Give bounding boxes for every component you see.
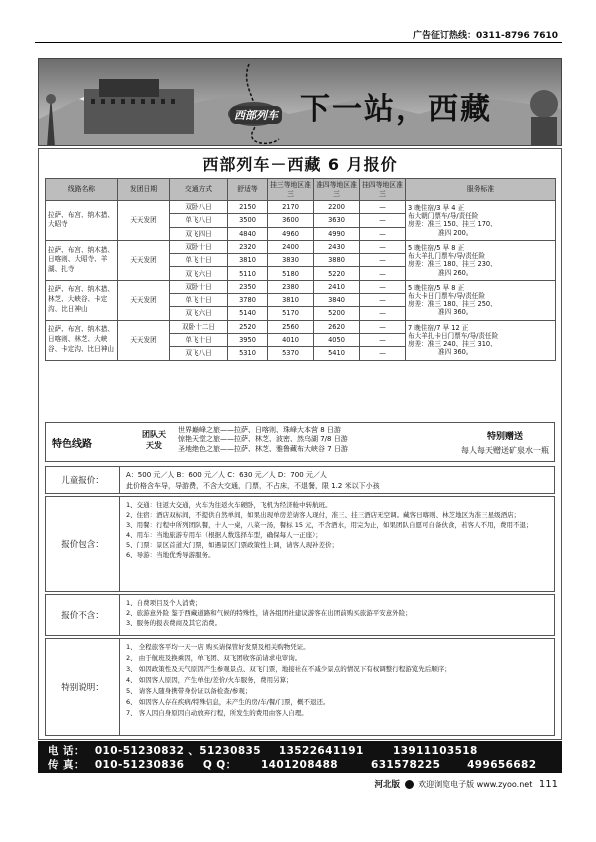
- depart-date: 天天发团: [118, 280, 170, 320]
- service-standard: [406, 280, 556, 320]
- group-type: 团队天天发: [142, 430, 166, 451]
- price-g4: —: [360, 294, 406, 307]
- price-comfort: 3810: [228, 254, 268, 267]
- transport: 单飞十日: [170, 294, 228, 307]
- brand-icon: [405, 780, 414, 789]
- includes-item: 1、交通：往返大交通，火车为往返火车硬卧，飞机为经济舱中转航班。: [126, 501, 332, 509]
- excludes-item: 1、自费项目及个人消费；: [126, 599, 202, 607]
- service-standard: [406, 201, 556, 241]
- route-name: 拉萨、布宫、纳木措、大昭寺: [46, 201, 118, 241]
- notes-body: [126, 642, 550, 719]
- service-standard: [406, 320, 556, 360]
- contact-bar: [38, 741, 562, 773]
- table-row: [46, 320, 556, 333]
- price-g4: —: [360, 320, 406, 333]
- col-header: 交通方式: [170, 179, 228, 201]
- brand-logo: 西部列车: [230, 106, 282, 124]
- service-line: 7 晚住宿/7 早 12 正: [408, 323, 469, 332]
- price-g4: —: [360, 333, 406, 346]
- notes-item: 1、 全程旅客平均一天一店 购买请保管好发票及相关购物凭证。: [126, 643, 310, 651]
- transport: 单飞八日: [170, 214, 228, 227]
- price-g3: 2560: [268, 320, 314, 333]
- fax-label: 传 真：: [48, 759, 85, 772]
- price-comfort: 4840: [228, 227, 268, 240]
- notes-block: [45, 638, 555, 736]
- service-line: 房差：准三 240、挂三 310、: [408, 340, 497, 349]
- notes-label: 特别说明：: [46, 639, 120, 735]
- col-header: 挂四等地区准三: [360, 179, 406, 201]
- price-table: [45, 178, 556, 361]
- price-g3: 2380: [268, 280, 314, 293]
- service-line: 布大卡日门票车/导/责任险: [408, 291, 485, 300]
- price-z4: 3630: [314, 214, 360, 227]
- banner-slogan: 下一站，西藏: [300, 92, 492, 127]
- includes-item: 5、门票：景区首道大门票，如遇景区门票政策性上调，请客人现补差价；: [126, 541, 339, 550]
- price-g3: 3810: [268, 294, 314, 307]
- price-g3: 2400: [268, 240, 314, 253]
- notes-item: 6、 如因客人存在疾病/特殊信息，未产生的房/车/餐/门票，概不退还。: [126, 698, 330, 707]
- gift-text: 每人每天赠送矿泉水一瓶: [461, 445, 549, 455]
- price-z4: 4990: [314, 227, 360, 240]
- route-name: 拉萨、布宫、纳木措、日喀则、林芝、大峡谷、卡定沟、比日神山: [46, 320, 118, 360]
- col-header: 舒适等: [228, 179, 268, 201]
- price-g4: —: [360, 240, 406, 253]
- child-price-line: 此价格含车导，导游费，不含大交通，门票，不占床，不退餐，限 1.2 米以下小孩: [126, 481, 380, 490]
- transport: 单飞十日: [170, 333, 228, 346]
- phone-number: 13522641191: [278, 745, 364, 757]
- price-comfort: 5310: [228, 347, 268, 360]
- price-g4: —: [360, 347, 406, 360]
- price-comfort: 5140: [228, 307, 268, 320]
- notes-item: 5、 请客人随身携带身份证以备检查/参观；: [126, 687, 252, 696]
- top-divider: [35, 42, 562, 43]
- phone-label: 电 话：: [48, 745, 85, 757]
- col-header: 挂三等地区准三: [268, 179, 314, 201]
- price-g3: 5170: [268, 307, 314, 320]
- includes-item: 6、导游：当地优秀导游服务。: [126, 551, 215, 560]
- featured-label: 特色线路: [52, 439, 92, 450]
- featured-line: 圣地绝色之旅——拉萨、林芝、雅鲁藏布大峡谷 7 日游: [178, 444, 348, 453]
- service-standard: [406, 240, 556, 280]
- transport: 双飞六日: [170, 307, 228, 320]
- depart-date: 天天发团: [118, 320, 170, 360]
- page-footer: [375, 778, 558, 790]
- route-name: 拉萨、布宫、纳木措、日喀则、大昭寺、羊湖、扎寺: [46, 240, 118, 280]
- price-comfort: 3780: [228, 294, 268, 307]
- includes-block: [45, 496, 555, 592]
- price-g3: 3830: [268, 254, 314, 267]
- service-line: 布大羊扎卡日门票车/导/责任险: [408, 331, 499, 340]
- col-header: 发团日期: [118, 179, 170, 201]
- service-line: 3 晚住宿/3 早 4 正: [408, 203, 465, 212]
- price-comfort: 2320: [228, 240, 268, 253]
- price-comfort: 5110: [228, 267, 268, 280]
- price-comfort: 3500: [228, 214, 268, 227]
- footer-brand: 欢迎浏览电子版 www.zyoo.net: [418, 780, 533, 789]
- table-row: [46, 201, 556, 214]
- gift-title: 特别赠送: [486, 432, 523, 442]
- price-z4: 2620: [314, 320, 360, 333]
- notes-item: 2、 由于航班及换乘因，单飞团、双飞团收客前请求电审询。: [126, 654, 302, 663]
- service-line: 准四 260。: [438, 268, 473, 277]
- featured-lines: [178, 426, 348, 454]
- child-price-block: [45, 466, 555, 494]
- featured-line: 世界巅峰之旅——拉萨、日喀则、珠峰大本营 8 日游: [178, 426, 341, 434]
- table-header-row: [46, 179, 556, 201]
- price-g4: —: [360, 201, 406, 214]
- notes-item: 3、 如因政策性及天气原因产生参观景点、双飞门票，地接社在不减少景点的情况下有权调整行程游览先后顺序；: [126, 665, 451, 674]
- ad-hotline: 广告征订热线：0311-8796 7610: [412, 31, 558, 41]
- col-header: 服务标准: [406, 179, 556, 201]
- price-g3: 5180: [268, 267, 314, 280]
- price-comfort: 2150: [228, 201, 268, 214]
- includes-item: 4、用车：当地旅游专用车（根据人数选择车型，确保每人一正座）；: [126, 531, 322, 540]
- price-z4: 3840: [314, 294, 360, 307]
- service-line: 房差：准三 180、挂三 250、: [408, 300, 497, 309]
- transport: 双卧十二日: [170, 320, 228, 333]
- price-z4: 5220: [314, 267, 360, 280]
- service-line: 房差：准三 180、挂三 230、: [408, 260, 497, 269]
- transport: 双飞八日: [170, 347, 228, 360]
- transport: 双飞四日: [170, 227, 228, 240]
- price-z4: 5410: [314, 347, 360, 360]
- child-price-body: [126, 470, 550, 492]
- price-z4: 3880: [314, 254, 360, 267]
- transport: 双飞六日: [170, 267, 228, 280]
- price-g4: —: [360, 280, 406, 293]
- price-g4: —: [360, 227, 406, 240]
- price-g4: —: [360, 214, 406, 227]
- service-line: 5 晚住宿/5 早 8 正: [408, 243, 465, 252]
- phone-number: 010-51230832 、51230835: [94, 745, 261, 757]
- featured-routes: [45, 422, 555, 462]
- depart-date: 天天发团: [118, 240, 170, 280]
- service-line: 5 晚住宿/5 早 8 正: [408, 283, 465, 292]
- route-name: 拉萨、布宫、纳木措、林芝、大峡谷、卡定沟、比日神山: [46, 280, 118, 320]
- includes-label: 报价包含：: [46, 497, 120, 591]
- price-z4: 5200: [314, 307, 360, 320]
- child-price-line: A：500 元／人 B：600 元／人 C：630 元／人 D：700 元／人: [126, 471, 327, 479]
- service-line: 准四 360。: [438, 308, 473, 317]
- excludes-item: 3、服务的报表费商及其它消费。: [126, 619, 222, 628]
- special-gift: [456, 431, 554, 457]
- excludes-label: 报价不含：: [46, 595, 120, 635]
- edition-label: 河北版: [374, 780, 401, 790]
- transport: 双卧十日: [170, 280, 228, 293]
- price-g3: 2170: [268, 201, 314, 214]
- price-z4: 2200: [314, 201, 360, 214]
- price-g3: 4960: [268, 227, 314, 240]
- includes-item: 2、住宿：酒店双标间，不提供自然单间，如果出现单房差请客人现付，准三、挂三酒店无空调。藏客日喀则、林芝地区为准三星级酒店；: [126, 511, 521, 520]
- price-g4: —: [360, 254, 406, 267]
- transport: 双卧十日: [170, 240, 228, 253]
- price-g4: —: [360, 307, 406, 320]
- price-g3: 3600: [268, 214, 314, 227]
- table-row: [46, 280, 556, 293]
- transport: 双卧八日: [170, 201, 228, 214]
- transport: 单飞十日: [170, 254, 228, 267]
- qq-number: 631578225: [371, 759, 441, 772]
- featured-line: 惊艳天堂之旅——拉萨、林芝、波密、然乌湖 7/8 日游: [178, 435, 348, 444]
- col-header: 线路名称: [46, 179, 118, 201]
- col-header: 准四等地区准三: [314, 179, 360, 201]
- qq-label: Q Q：: [202, 759, 237, 772]
- excludes-item: 2、旅游意外险 鉴于西藏道路和气候的特殊性，请各组团社建议游客在出团前购买旅游平安意外险；: [126, 609, 412, 618]
- page-title: 西部列车－西藏 6 月报价: [202, 155, 398, 174]
- page-number: 111: [538, 779, 558, 790]
- service-line: 准四 360。: [438, 348, 473, 357]
- includes-body: [126, 500, 550, 560]
- depart-date: 天天发团: [118, 201, 170, 241]
- price-comfort: 3950: [228, 333, 268, 346]
- fax-line: [48, 758, 552, 772]
- service-line: 布大朝门票车/导/责任险: [408, 212, 479, 221]
- service-line: 布大羊扎门票车/导/责任险: [408, 252, 485, 261]
- price-comfort: 2350: [228, 280, 268, 293]
- price-comfort: 2520: [228, 320, 268, 333]
- price-z4: 4050: [314, 333, 360, 346]
- service-line: 房差：准三 150、挂三 170、: [408, 220, 497, 229]
- phone-number: 13911103518: [392, 745, 478, 757]
- price-g3: 5370: [268, 347, 314, 360]
- phone-line: [48, 744, 552, 758]
- includes-item: 3、用餐：行程中所列团队餐，十人一桌，八菜一汤，餐标 15 元，不含酒水，用完为止，如果团队自愿可自备伙食，若客人不用，费用不退；: [126, 521, 533, 530]
- qq-number: 1401208488: [260, 759, 339, 772]
- price-z4: 2430: [314, 240, 360, 253]
- qq-number: 499656682: [467, 759, 537, 772]
- price-z4: 2410: [314, 280, 360, 293]
- excludes-body: [126, 598, 550, 628]
- price-g3: 4010: [268, 333, 314, 346]
- table-row: [46, 240, 556, 253]
- notes-item: 4、 如因客人原因，产生单住/差价/火车服务，费用另算；: [126, 676, 293, 685]
- notes-item: 7、 客人因自身原因自动放弃行程，所发生的费用由客人自理。: [126, 709, 308, 718]
- excludes-block: [45, 594, 555, 636]
- child-price-label: 儿童报价：: [46, 467, 120, 493]
- fax-number: 010-51230836: [94, 759, 185, 772]
- service-line: 准四 200。: [438, 228, 473, 237]
- price-g4: —: [360, 267, 406, 280]
